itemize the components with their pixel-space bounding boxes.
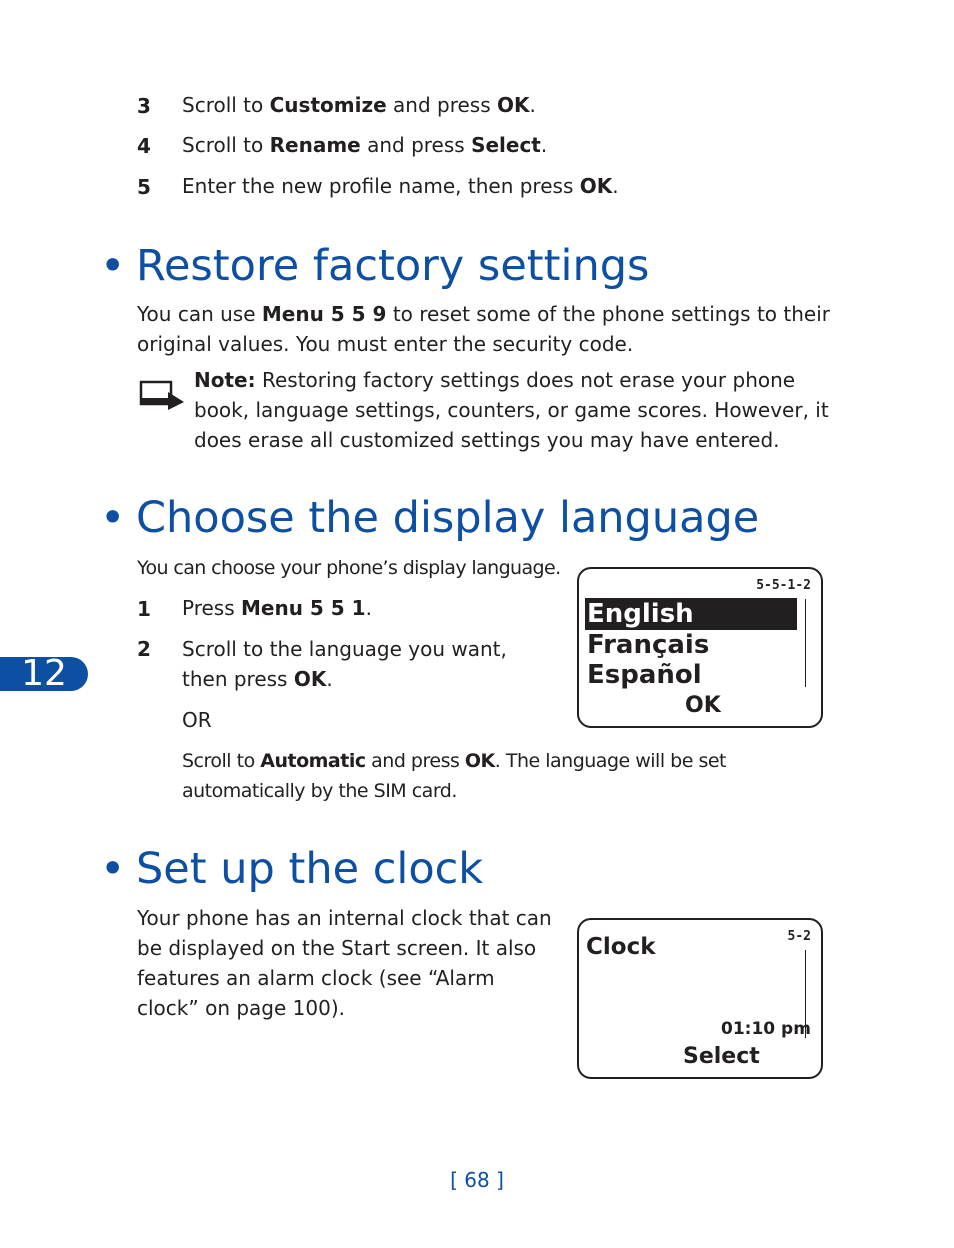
language-screen — [577, 567, 823, 728]
restore-paragraph — [137, 299, 837, 359]
page-number: [ 68 ] — [450, 1168, 504, 1192]
menu-term: Rename — [269, 133, 361, 157]
chapter-tab: 12 — [0, 657, 88, 691]
step-text-part: . — [529, 93, 536, 117]
language-option[interactable]: Français — [587, 630, 710, 660]
text-part: to reset some of the phone settings to their original values. You must enter the security code. — [137, 302, 830, 356]
step-text-part: Scroll to — [182, 93, 270, 117]
menu-term: Menu 5 5 1 — [241, 596, 366, 620]
scroll-bar — [805, 599, 806, 687]
step-text-part: . — [540, 133, 548, 157]
step-number: 4 — [137, 134, 151, 158]
step-text-part: and press — [386, 93, 497, 117]
step-text-part: Enter the new profile name, then press — [182, 174, 580, 198]
note-body: Restoring factory settings does not erase your phone book, language settings, counters, or game scores. However, it does erase all customized settings you may have entered. — [194, 368, 829, 452]
step-text-part: . The language will be set automatically by the SIM card. — [182, 750, 726, 802]
heading-bullet: • — [100, 493, 126, 543]
menu-term: OK — [293, 667, 327, 691]
note-icon — [138, 376, 188, 414]
menu-code: 5-2 — [787, 929, 811, 944]
heading-title: Choose the display language — [136, 493, 760, 543]
step-number: 3 — [137, 94, 151, 118]
language-option[interactable]: Español — [587, 660, 702, 690]
softkey-ok[interactable]: OK — [685, 693, 721, 718]
softkey-select[interactable]: Select — [683, 1044, 760, 1069]
text-part: You can use — [137, 302, 262, 326]
section-heading-language — [100, 493, 759, 543]
menu-term: Menu 5 5 9 — [261, 302, 387, 326]
step-text — [182, 171, 842, 201]
step-text — [182, 130, 842, 160]
menu-term: OK — [464, 750, 495, 772]
menu-term: OK — [496, 93, 530, 117]
step-text — [182, 90, 842, 120]
menu-code: 5-5-1-2 — [756, 578, 811, 593]
heading-bullet: • — [100, 844, 126, 894]
or-text: OR — [182, 708, 212, 732]
menu-term: Select — [471, 133, 541, 157]
clock-time: 01:10 pm — [721, 1019, 811, 1039]
step-text-part: Scroll to — [182, 133, 270, 157]
step-text — [182, 593, 562, 623]
step-text-part: . — [612, 174, 619, 198]
note-text — [194, 365, 844, 455]
step-text-part: and press — [365, 750, 465, 772]
heading-title: Set up the clock — [136, 844, 484, 894]
step-text-part: Scroll to the language you want, then press — [182, 637, 507, 691]
heading-bullet: • — [100, 241, 126, 291]
clock-screen — [577, 918, 823, 1079]
step-text — [182, 634, 552, 694]
step-number: 2 — [137, 637, 151, 661]
language-intro: You can choose your phone’s display language. — [137, 557, 561, 579]
menu-term: Automatic — [260, 750, 366, 772]
step-number: 1 — [137, 597, 151, 621]
menu-term: Customize — [269, 93, 387, 117]
screen-title: Clock — [586, 934, 656, 960]
clock-paragraph: Your phone has an internal clock that can be displayed on the Start screen. It also features an alarm clock (see “Alarm clock” on page 100). — [137, 906, 552, 1020]
heading-title: Restore factory settings — [136, 241, 650, 291]
section-heading-clock — [100, 844, 483, 894]
section-heading-restore — [100, 241, 649, 291]
step-text-part: . — [326, 667, 333, 691]
step-text-part: Scroll to — [182, 750, 261, 772]
note-label: Note: — [194, 368, 256, 392]
menu-term: OK — [579, 174, 613, 198]
step-text-part: and press — [360, 133, 472, 157]
step-number: 5 — [137, 175, 151, 199]
alt-step-text — [182, 746, 842, 806]
step-text-part: Press — [182, 596, 241, 620]
language-option-selected[interactable]: English — [585, 598, 797, 630]
step-text-part: . — [365, 596, 372, 620]
